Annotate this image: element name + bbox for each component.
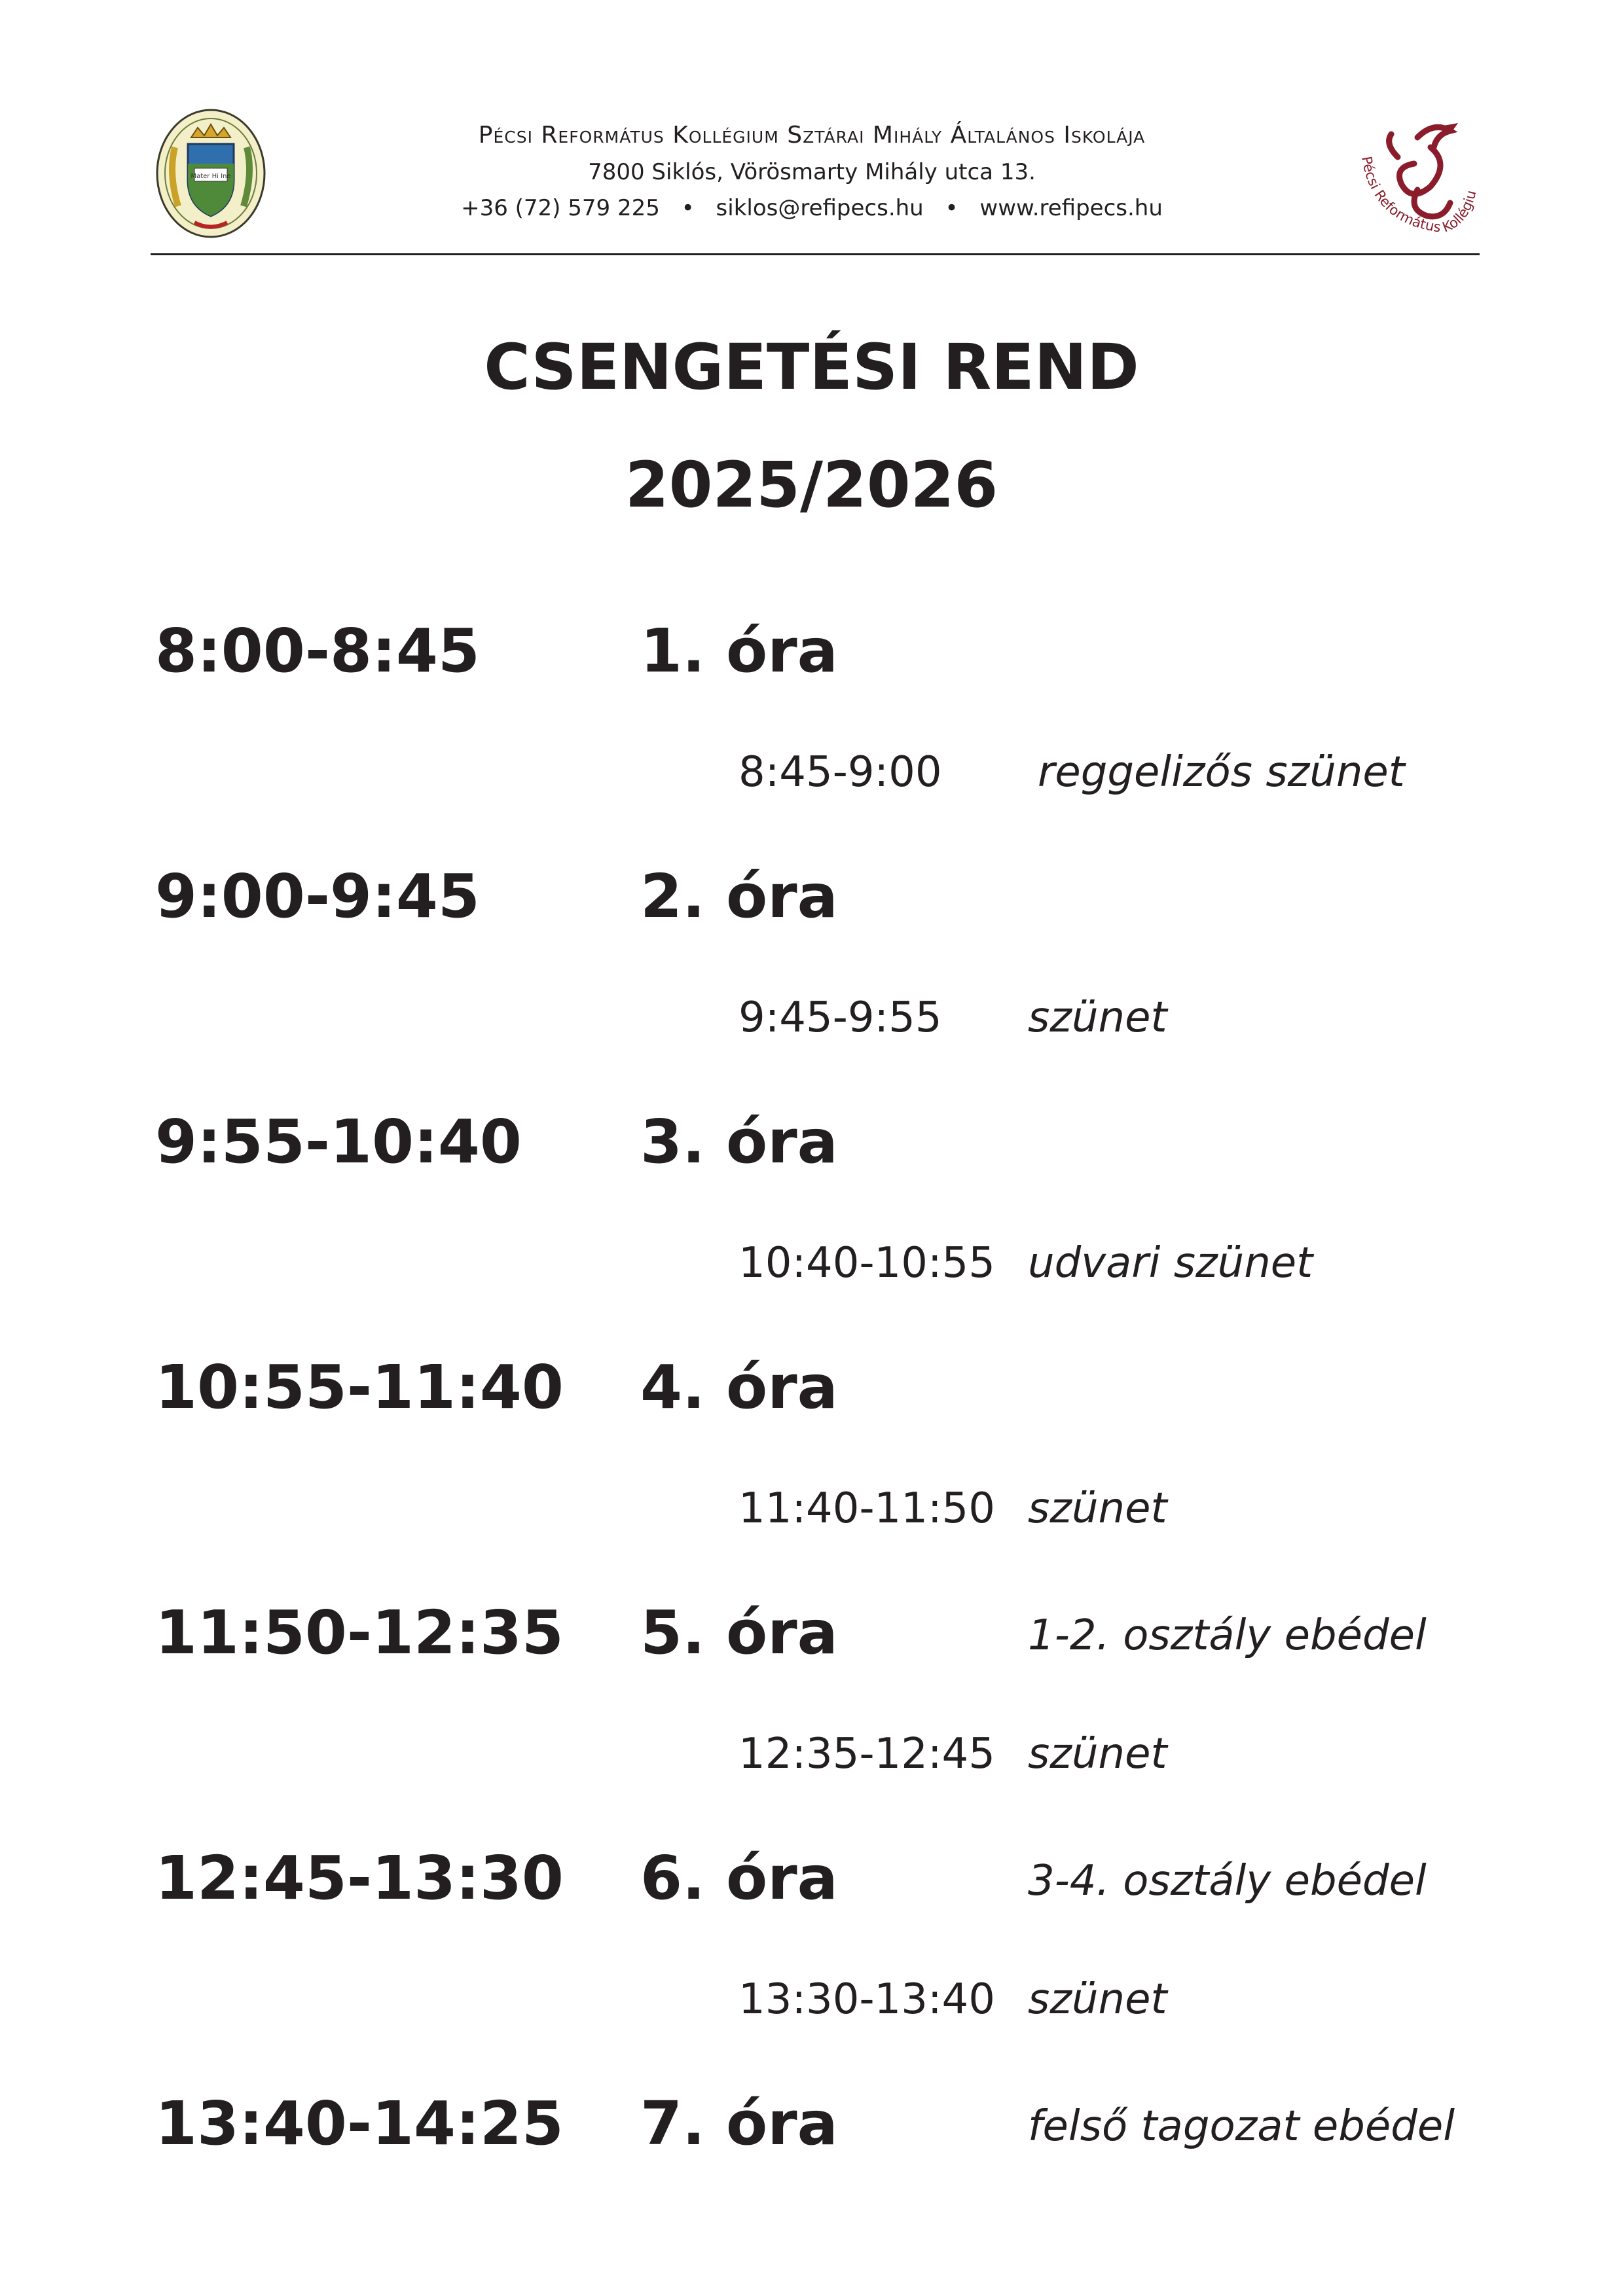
school-year: 2025/2026 [625,448,998,522]
lesson-row [0,2085,1623,2183]
lesson-time: 9:00-9:45 [155,861,480,931]
break-time: 11:40-11:50 [739,1484,995,1533]
logo-text: Pécsi Református Kollégiu [1359,154,1480,236]
break-row [0,1967,1623,2065]
lesson-row [0,612,1623,710]
email-address: siklos@refipecs.hu [716,195,924,221]
letterhead [327,117,1296,226]
break-time: 12:35-12:45 [739,1730,995,1778]
lunch-note: 1-2. osztály ebédel [1028,1611,1427,1660]
lesson-time: 8:00-8:45 [155,616,480,686]
lesson-label: 4. óra [640,1352,838,1422]
lesson-label: 6. óra [640,1843,838,1913]
break-label: reggelizős szünet [1038,748,1405,797]
break-time: 9:45-9:55 [739,994,942,1042]
lesson-row [0,857,1623,956]
break-label: szünet [1028,994,1167,1042]
break-label: szünet [1028,1730,1167,1778]
break-row [0,740,1623,838]
break-row [0,1721,1623,1820]
lesson-label: 1. óra [640,616,838,686]
lunch-note: 3-4. osztály ebédel [1028,1857,1427,1905]
lesson-time: 10:55-11:40 [155,1352,564,1422]
lesson-time: 12:45-13:30 [155,1843,564,1913]
lesson-label: 5. óra [640,1598,838,1668]
break-label: szünet [1028,1484,1167,1533]
break-row [0,1230,1623,1329]
school-address: 7800 Siklós, Vörösmarty Mihály utca 13. [588,159,1036,185]
lesson-label: 3. óra [640,1107,838,1177]
lunch-note: felső tagozat ebédel [1028,2102,1455,2151]
break-time: 8:45-9:00 [739,748,942,797]
lesson-label: 2. óra [640,861,838,931]
page-title: CSENGETÉSI REND [484,331,1139,404]
lesson-time: 9:55-10:40 [155,1107,522,1177]
contact-line [327,190,1296,226]
svg-text:Pécsi Református Kollégium [1345,111,1479,236]
break-time: 13:30-13:40 [739,1975,995,2024]
lesson-row [0,1103,1623,1201]
break-row [0,985,1623,1083]
break-label: udvari szünet [1028,1239,1313,1287]
school-crest-logo [155,108,266,239]
kollegium-dove-logo [1345,111,1486,249]
lesson-row [0,1348,1623,1446]
header-divider [151,253,1480,255]
lesson-row [0,1594,1623,1692]
phone-number: +36 (72) 579 225 [461,195,660,221]
lesson-row [0,1839,1623,1937]
break-time: 10:40-10:55 [739,1239,995,1287]
break-label: szünet [1028,1975,1167,2024]
lesson-time: 11:50-12:35 [155,1598,564,1668]
separator-bullet: • [681,195,695,221]
website-address: www.refipecs.hu [979,195,1163,221]
separator-bullet: • [945,195,958,221]
break-row [0,1476,1623,1574]
lesson-time: 13:40-14:25 [155,2089,564,2159]
lesson-label: 7. óra [640,2089,838,2159]
crest-text: Mater Hi Ine [191,173,231,180]
school-name: Pécsi Református Kollégium Sztárai Mihály Általános Iskolája [478,122,1146,149]
